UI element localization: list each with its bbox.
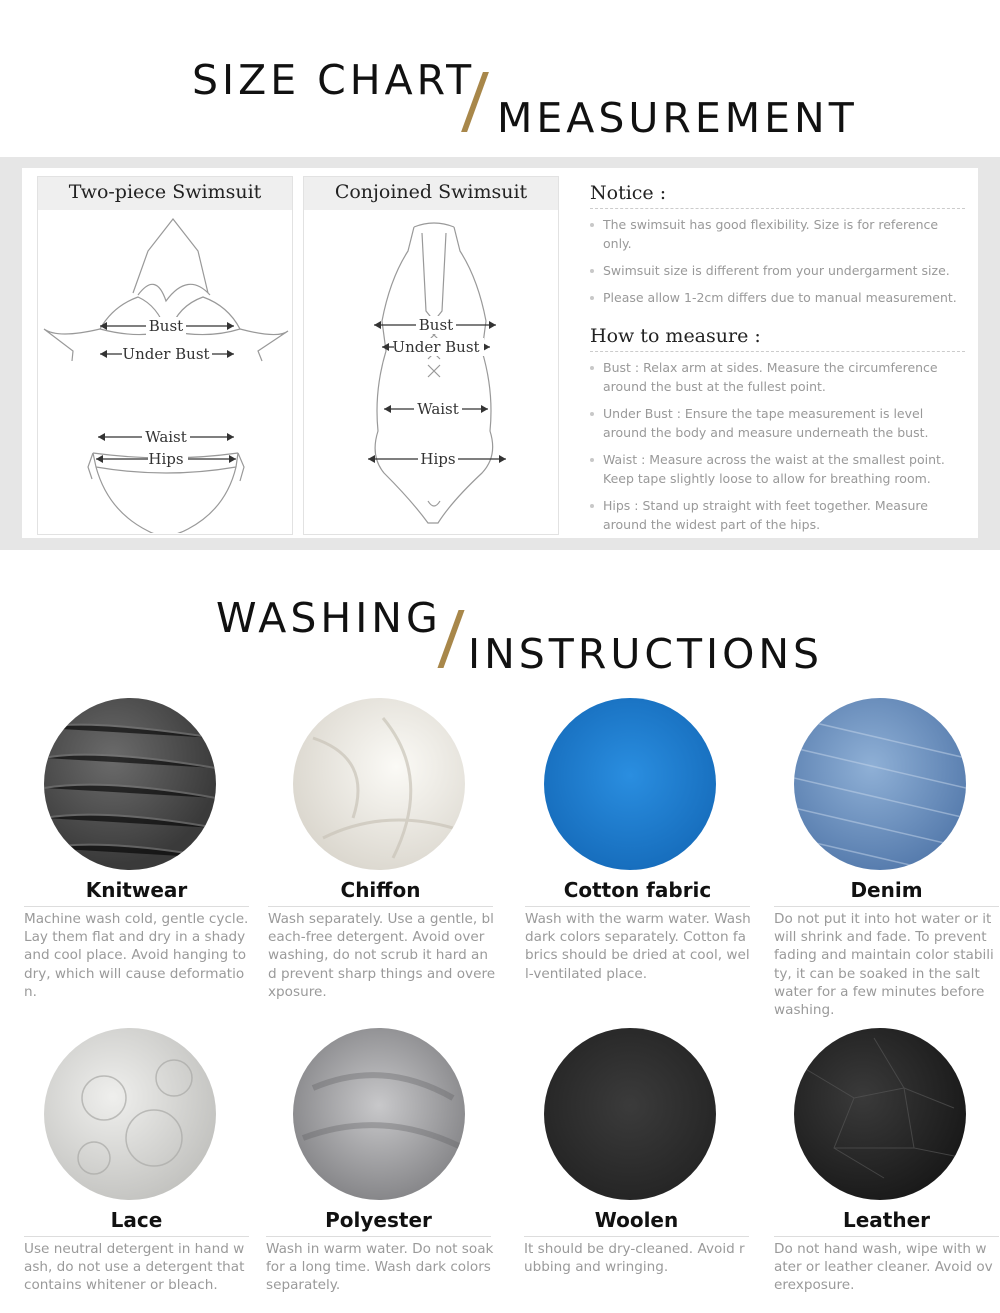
- fabric-desc: Do not put it into hot water or it will shrink and fade. To prevent fading and maintain color stability, it can be soaked in the salt water for a few minutes before washing.: [774, 911, 994, 1019]
- notice-item: Please allow 1-2cm differs due to manual measurement.: [590, 288, 965, 307]
- divider: [774, 906, 999, 907]
- divider: [525, 906, 750, 907]
- fabric-desc: Wash with the warm water. Wash dark colors separately. Cotton fabrics should be dried at cool, well-ventilated place.: [525, 911, 751, 982]
- conjoined-title: Conjoined Swimsuit: [304, 177, 558, 210]
- two-piece-title: Two-piece Swimsuit: [38, 177, 292, 210]
- conjoined-under-bust-label: Under Bust: [392, 338, 480, 356]
- conjoined-panel: [303, 176, 559, 535]
- bikini-diagram: [38, 211, 292, 533]
- leather-swatch: [794, 1028, 966, 1200]
- two-piece-hips-label: Hips: [148, 450, 184, 468]
- fabric-desc: It should be dry-cleaned. Avoid rubbing and wringing.: [524, 1241, 745, 1276]
- washing-title: WASHING: [216, 594, 442, 642]
- instructions-title: INSTRUCTIONS: [468, 630, 824, 678]
- divider: [266, 1236, 491, 1237]
- divider: [268, 906, 493, 907]
- fabric-desc: Do not hand wash, wipe with water or leather cleaner. Avoid overexposure.: [774, 1241, 993, 1294]
- fabric-name: Denim: [850, 878, 923, 902]
- fabric-name: Leather: [842, 1208, 931, 1232]
- fabric-name: Polyester: [325, 1208, 432, 1232]
- woolen-swatch: [544, 1028, 716, 1200]
- how-to-item: Bust : Relax arm at sides. Measure the circumference around the bust at the fullest point.: [590, 358, 965, 396]
- divider: [24, 906, 249, 907]
- lace-swatch: [44, 1028, 216, 1200]
- two-piece-under-bust-label: Under Bust: [122, 345, 210, 363]
- divider: [24, 1236, 249, 1237]
- polyester-swatch: [293, 1028, 465, 1200]
- notice-item: Swimsuit size is different from your undergarment size.: [590, 261, 965, 280]
- two-piece-panel: [37, 176, 293, 535]
- notice-item: The swimsuit has good flexibility. Size is for reference only.: [590, 215, 965, 253]
- conjoined-hips-label: Hips: [420, 450, 456, 468]
- fabric-desc: Wash in warm water. Do not soak for a long time. Wash dark colors separately.: [266, 1241, 494, 1294]
- two-piece-bust-label: Bust: [148, 317, 184, 335]
- fabric-name: Lace: [110, 1208, 163, 1232]
- how-to-item: Waist : Measure across the waist at the smallest point. Keep tape slightly loose to allow for breathing room.: [590, 450, 965, 488]
- size-chart-title: SIZE CHART: [192, 56, 476, 104]
- how-to-list: [590, 358, 965, 534]
- fabric-desc: Machine wash cold, gentle cycle. Lay them flat and dry in a shady and cool place. Avoid hanging to dry, which will cause deformation.: [24, 911, 249, 1000]
- cotton-swatch: [544, 698, 716, 870]
- two-piece-waist-label: Waist: [145, 428, 187, 446]
- fabric-desc: Wash separately. Use a gentle, bleach-free detergent. Avoid over washing, do not scrub it hard and prevent sharp things and overexposure.: [268, 911, 496, 1000]
- fabric-name: Chiffon: [340, 878, 421, 902]
- fabric-name: Cotton fabric: [563, 878, 712, 902]
- how-to-measure-title: How to measure :: [590, 325, 965, 352]
- divider: [524, 1236, 749, 1237]
- conjoined-bust-label: Bust: [418, 316, 454, 334]
- measurement-title: MEASUREMENT: [497, 94, 858, 142]
- notes-column: [590, 182, 965, 542]
- divider: [774, 1236, 999, 1237]
- chiffon-swatch: [293, 698, 465, 870]
- conjoined-waist-label: Waist: [417, 400, 459, 418]
- how-to-item: Hips : Stand up straight with feet together. Measure around the widest part of the hips.: [590, 496, 965, 534]
- notice-list: [590, 215, 965, 307]
- denim-swatch: [794, 698, 966, 870]
- notice-title: Notice :: [590, 182, 965, 209]
- fabric-name: Knitwear: [85, 878, 188, 902]
- fabric-name: Woolen: [594, 1208, 679, 1232]
- one-piece-diagram: [304, 211, 558, 533]
- knitwear-swatch: [44, 698, 216, 870]
- how-to-item: Under Bust : Ensure the tape measurement is level around the body and measure underneath the bust.: [590, 404, 965, 442]
- fabric-desc: Use neutral detergent in hand wash, do not use a detergent that contains whitener or bleach.: [24, 1241, 245, 1294]
